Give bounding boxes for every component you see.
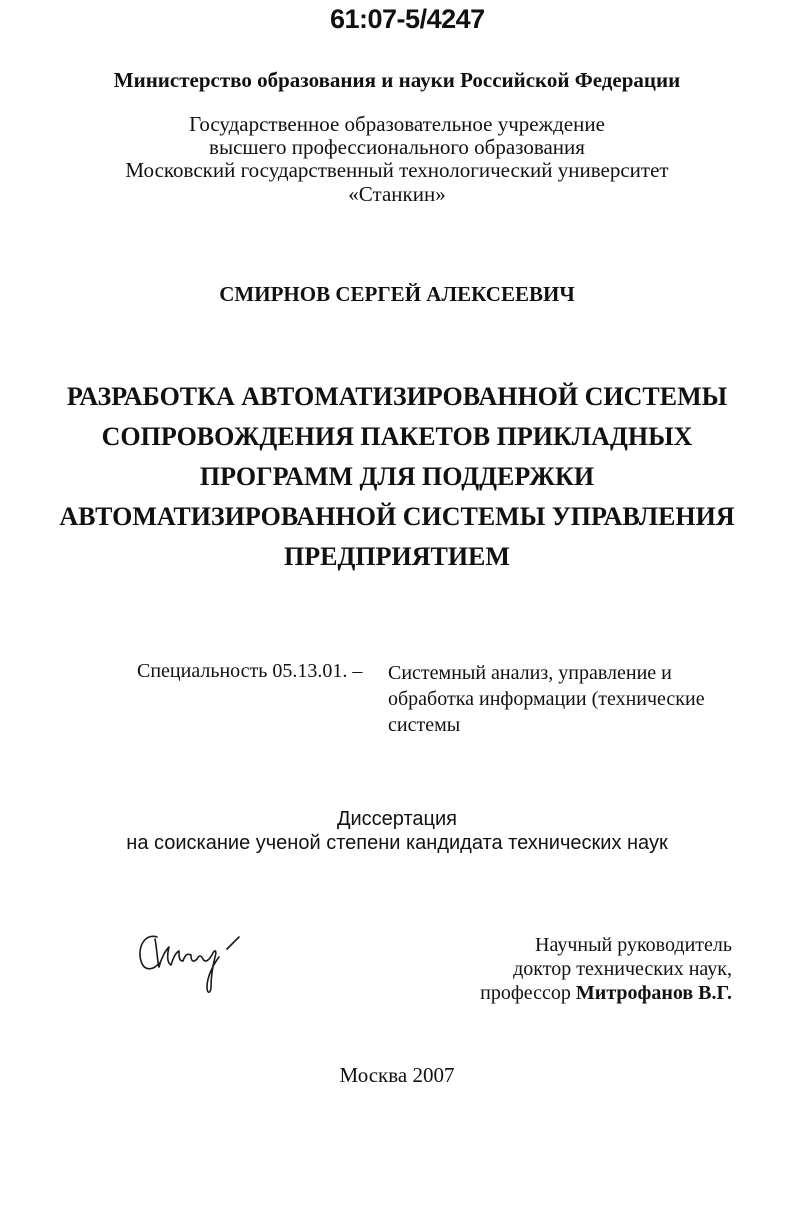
institution-line: Московский государственный технологический университет (125, 158, 669, 182)
specialty-label: Специальность 05.13.01. – (137, 660, 363, 682)
advisor-title: профессор (480, 982, 571, 1004)
city-year: Москва 2007 (339, 1063, 455, 1087)
dissertation-title-line: ПРЕДПРИЯТИЕМ (284, 542, 510, 571)
dissertation-type: Диссертация (336, 808, 458, 830)
specialty-name-line: обработка информации (технические (388, 688, 705, 710)
institution-line: высшего профессионального образования (209, 135, 585, 159)
dissertation-title-line: АВТОМАТИЗИРОВАННОЙ СИСТЕМЫ УПРАВЛЕНИЯ (59, 502, 735, 531)
institution-line: «Станкин» (348, 182, 446, 206)
advisor-degree: доктор технических наук, (513, 958, 732, 980)
dissertation-purpose: на соискание ученой степени кандидата технических наук (126, 832, 668, 854)
dissertation-title-line: РАЗРАБОТКА АВТОМАТИЗИРОВАННОЙ СИСТЕМЫ (66, 382, 728, 411)
ministry-name: Министерство образования и науки Российской Федерации (113, 68, 681, 92)
advisor-line (480, 982, 732, 1005)
institution-line: Государственное образовательное учреждение (189, 112, 605, 136)
specialty-name-line: системы (388, 714, 461, 736)
specialty-name (388, 660, 748, 738)
archive-code: 61:07-5/4247 (330, 4, 485, 34)
author-name: СМИРНОВ СЕРГЕЙ АЛЕКСЕЕВИЧ (219, 282, 575, 306)
advisor-role: Научный руководитель (535, 934, 732, 956)
specialty-name-line: Системный анализ, управление и (388, 662, 672, 684)
handwritten-signature (135, 925, 250, 1000)
advisor-name: Митрофанов В.Г. (575, 982, 732, 1004)
dissertation-title-line: СОПРОВОЖДЕНИЯ ПАКЕТОВ ПРИКЛАДНЫХ (101, 422, 693, 451)
dissertation-title-line: ПРОГРАММ ДЛЯ ПОДДЕРЖКИ (199, 462, 595, 491)
